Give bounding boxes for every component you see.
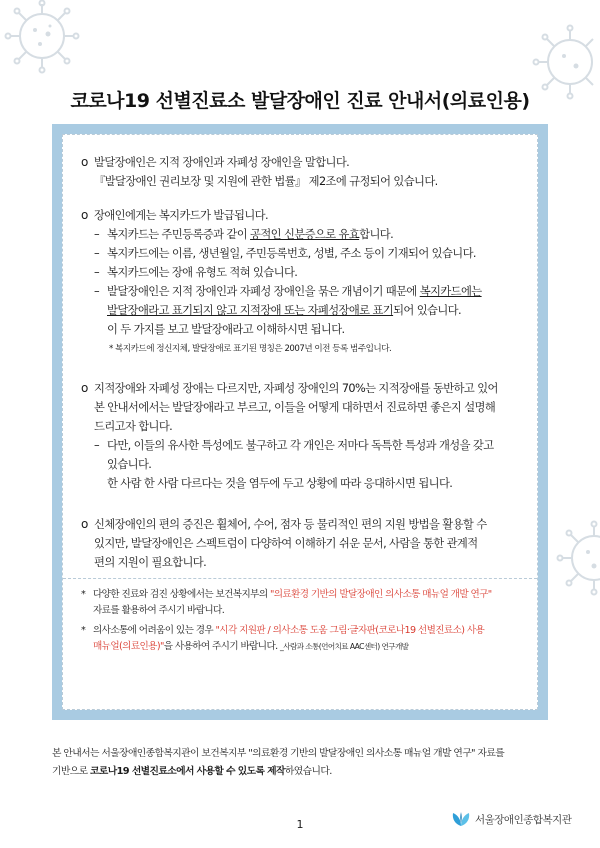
- section-3-line-1: 지적장애와 자폐성 장애는 다르지만, 자폐성 장애인의 70%는 지적장애를 동반하고 있어: [94, 382, 498, 395]
- note-1-text-a: 다양한 진료와 검진 상황에서는 보건복지부의: [93, 589, 270, 600]
- section-2-dash-2: [81, 244, 523, 263]
- note-2-credit: _사람과 소통(언어치료 AAC센터) 연구개발: [280, 642, 409, 651]
- dash-2-text: 복지카드에는 이름, 생년월일, 주민등록번호, 성별, 주소 등이 기재되어 있습니다.: [107, 247, 476, 260]
- dash-1-underline: 공적인 신분증으로 유효: [250, 228, 360, 241]
- section-bullet: o: [81, 517, 89, 531]
- section-2-dash-4-cont-2: 이 두 가지를 보고 발달장애라고 이해하시면 됩니다.: [107, 323, 345, 336]
- section-3-line-2: 본 안내서에서는 발달장애라고 부르고, 이들을 어떻게 대하면서 진료하면 좋은지 설명해: [94, 401, 496, 414]
- footer-line-1: 본 안내서는 서울장애인종합복지관이 보건복지부 "의료환경 기반의 발달장애인 의사소통 매뉴얼 개발 연구" 자료를: [52, 748, 505, 759]
- dash-4-text-a: 발달장애인은 지적 장애인과 자폐성 장애인을 묶은 개념이기 때문에: [107, 285, 420, 298]
- dash-4-underline-2: 발달장애라고 표기되지 않고 지적장애 또는 자폐성장애로 표기: [107, 304, 394, 317]
- note-2-highlight-1: "시각 지원판 / 의사소통 도움 그림·글자판(코로나19 선별진료소) 사용: [215, 625, 485, 636]
- section-4-line-2: 있지만, 발달장애인은 스펙트럼이 다양하여 이해하기 쉬운 문서, 사람을 통한 관계적: [94, 537, 478, 550]
- section-1: [81, 153, 523, 191]
- dash-bullet: –: [94, 247, 100, 260]
- note-star: *: [81, 625, 86, 636]
- section-bullet: o: [81, 155, 89, 169]
- section-2-dash-3: [81, 263, 523, 282]
- dash-bullet: –: [94, 228, 100, 241]
- organization-logo: [451, 811, 571, 827]
- leaf-icon: [451, 811, 471, 827]
- section-2-footnote: * 복지카드에 정신지체, 발달장애로 표기된 명칭은 2007년 이전 등록 범주입니다.: [109, 344, 392, 354]
- logo-text: 서울장애인종합복지관: [475, 813, 572, 826]
- page-title: 코로나19 선별진료소 발달장애인 진료 안내서(의료인용): [70, 90, 530, 112]
- note-1: [81, 587, 523, 603]
- footer-line-2-c: 하였습니다.: [284, 766, 332, 777]
- section-bullet: o: [81, 208, 89, 222]
- section-3: [81, 379, 523, 493]
- dash-1-text-a: 복지카드는 주민등록증과 같이: [107, 228, 251, 241]
- dash-bullet: –: [94, 439, 100, 452]
- note-star: *: [81, 589, 86, 600]
- notes: [81, 579, 523, 655]
- section-2-line-1: 장애인에게는 복지카드가 발급됩니다.: [94, 209, 268, 222]
- footer-line-2: [52, 763, 552, 781]
- content-frame: [52, 124, 548, 720]
- section-2-dash-4-cont: [81, 301, 523, 320]
- note-2-highlight-2: 매뉴얼(의료인용)": [93, 641, 164, 652]
- note-1-highlight: "의료환경 기반의 발달장애인 의사소통 매뉴얼 개발 연구": [269, 589, 492, 600]
- note-2-cont: [81, 639, 523, 655]
- page-number: 1: [296, 818, 304, 831]
- footer-line-2-a: 기반으로: [52, 766, 90, 777]
- note-1-cont: 자료를 활용하여 주시기 바랍니다.: [93, 605, 225, 616]
- note-2-text-b: 을 사용하여 주시기 바랍니다.: [163, 641, 278, 652]
- section-bullet: o: [81, 381, 89, 395]
- section-3-dash-cont-2: 한 사람 한 사람 다르다는 것을 염두에 두고 상황에 따라 응대하시면 됩니다.: [107, 477, 453, 490]
- dash-4-text-b: 되어 있습니다.: [393, 304, 461, 317]
- section-2-dash-4: [81, 282, 523, 301]
- section-2: [81, 206, 523, 357]
- section-4-line-1: 신체장애인의 편의 증진은 휠체어, 수어, 점자 등 물리적인 편의 지원 방법을 활용할 수: [94, 518, 487, 531]
- section-1-line-1: 발달장애인은 지적 장애인과 자폐성 장애인을 말합니다.: [94, 156, 350, 169]
- virus-icon: [548, 512, 600, 604]
- footer-text: [52, 745, 552, 781]
- section-2-dash-1: [81, 225, 523, 244]
- section-3-dash-cont-1: 있습니다.: [107, 458, 152, 471]
- section-4-line-3: 편의 지원이 필요합니다.: [94, 556, 207, 569]
- dash-3-text: 복지카드에는 장애 유형도 적혀 있습니다.: [107, 266, 298, 279]
- section-1-line-2: 『발달장애인 권리보장 및 지원에 관한 법률』 제2조에 규정되어 있습니다.: [94, 175, 438, 188]
- section-3-line-3: 드리고자 합니다.: [94, 420, 173, 433]
- section-3-dash-1: [81, 436, 523, 455]
- virus-icon: [2, 0, 86, 84]
- footer-line-2-bold: 코로나19 선별진료소에서 사용할 수 있도록 제작: [89, 766, 285, 777]
- section-4: [81, 515, 523, 572]
- dash-1-text-b: 합니다.: [359, 228, 394, 241]
- dash-bullet: –: [94, 266, 100, 279]
- section-3-dash-text: 다만, 이들의 유사한 특성에도 불구하고 각 개인은 저마다 독특한 특성과 개성을 갖고: [107, 439, 494, 452]
- dash-bullet: –: [94, 285, 100, 298]
- note-2-text-a: 의사소통에 어려움이 있는 경우: [93, 625, 216, 636]
- dash-4-underline-1: 복지카드에는: [419, 285, 482, 298]
- note-2: [81, 623, 523, 639]
- content-box: [62, 134, 538, 710]
